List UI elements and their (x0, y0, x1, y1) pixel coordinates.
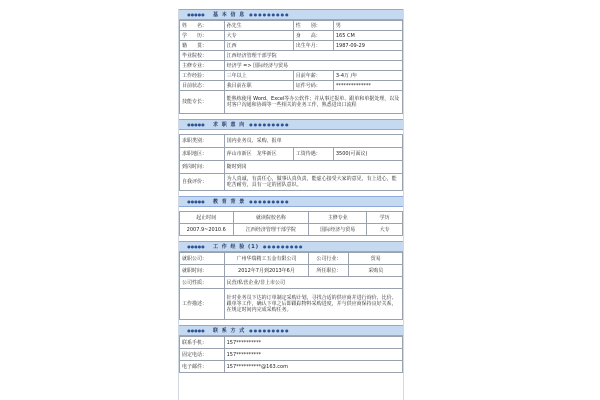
industry-label: 公司行业： (309, 253, 349, 265)
experience-label: 工作经验： (180, 71, 225, 81)
height-label: 身 高： (293, 31, 333, 41)
table-row (180, 61, 403, 71)
table-row (180, 31, 403, 41)
mobile-label: 联系手机： (180, 337, 225, 349)
header-decor-right: ●●●●●●●●● (263, 244, 304, 249)
table-row (180, 265, 403, 277)
description-label: 工作描述： (180, 289, 225, 320)
salary-label: 目前年薪： (293, 71, 333, 81)
gender-label: 性 别： (293, 21, 333, 31)
column-header: 学历 (367, 212, 403, 224)
description-value: 针对业务员下达的订单制定采购计划，寻找合适的供应商并进行询价、比价、跟单等工作，确认下单之后即跟踪物料采购进度，并与供应商保持良好关系，在规定时间内完成采购任务。 (224, 289, 402, 320)
self-eval-label: 自我评价： (180, 174, 225, 191)
school-label: 毕业院校： (180, 51, 225, 61)
company-label: 就职公司： (180, 253, 225, 265)
table-row (180, 21, 403, 31)
column-header: 主修专业 (309, 212, 367, 224)
resume-sheet (178, 9, 404, 400)
section-header-intent (179, 119, 403, 130)
section-header-basic (179, 9, 403, 20)
birth-label: 出生年月： (293, 41, 333, 51)
header-decor-right: ●●●●●●●●● (249, 12, 290, 17)
wage-label: 工资待遇： (293, 148, 333, 161)
section-header-contact (179, 325, 403, 336)
header-decor-right: ●●●●●●●●● (249, 122, 290, 127)
table-row (180, 41, 403, 51)
section-header-education (179, 196, 403, 207)
section-title: 基 本 信 息 (213, 12, 246, 18)
table-row (180, 253, 403, 265)
arrival-label: 到岗时间： (180, 161, 225, 174)
column-header: 就读院校名称 (233, 212, 309, 224)
id-value: ************** (333, 81, 402, 91)
salary-value: 3-4万 /年 (333, 71, 402, 81)
self-eval-value: 为人真诚，有责任心，做事认真负责，能虚心接受大家的意见，有上进心，能吃苦耐劳，具有一定的团队意识。 (224, 174, 402, 191)
table-row (180, 337, 403, 349)
category-label: 求职类别： (180, 135, 225, 148)
industry-value: 贸易 (349, 253, 403, 265)
header-decor-left: ●●●●● (187, 12, 205, 17)
skill-value: 能熟练使用 Word、Excel等办公软件；并从事过报单、跟单和单据处理，以及对客户沟通和协调等一些相关的业务工作，熟悉进出口流程 (224, 91, 402, 114)
nature-label: 公司性质： (180, 277, 225, 289)
table-row (180, 161, 403, 174)
position-label: 所任职位： (309, 265, 349, 277)
section-title: 联 系 方 式 (213, 328, 246, 334)
table-row (180, 91, 403, 114)
hometown-label: 籍 贯： (180, 41, 225, 51)
skill-label: 技能专长： (180, 91, 225, 114)
header-decor-right: ●●●●●●●●● (249, 328, 290, 333)
table-row (180, 51, 403, 61)
status-label: 目前状态： (180, 81, 225, 91)
name-label: 姓 名： (180, 21, 225, 31)
table-cell: 国际经济与贸易 (309, 224, 367, 236)
experience-value: 三年以上 (224, 71, 293, 81)
table-row (180, 224, 403, 236)
major-value: 经济学 => 国际经济与贸易 (224, 61, 402, 71)
table-row (180, 135, 403, 148)
period-value: 2012年7月到2013年6月 (224, 265, 309, 277)
table-cell: 江西经济管理干部学院 (233, 224, 309, 236)
table-row (180, 81, 403, 91)
major-label: 主修专业： (180, 61, 225, 71)
table-cell: 2007.9~2010.6 (180, 224, 234, 236)
table-row (180, 148, 403, 161)
nature-value: 民营/私营企业/非上市公司 (224, 277, 402, 289)
wage-value: 3500(可面议) (333, 148, 402, 161)
contact-table (179, 336, 403, 373)
section-header-work (179, 241, 403, 252)
header-decor-right: ●●●●●●●●● (249, 199, 290, 204)
education-label: 学 历： (180, 31, 225, 41)
column-header: 起止时间 (180, 212, 234, 224)
status-value: 我目前在职 (224, 81, 293, 91)
email-label: 电子邮件： (180, 361, 225, 373)
name-value: 孙先生 (224, 21, 293, 31)
header-decor-left: ●●●●● (187, 122, 205, 127)
height-value: 165 CM (333, 31, 402, 41)
landline-label: 固定电话： (180, 349, 225, 361)
section-title: 教 育 背 景 (213, 199, 246, 205)
table-cell: 大专 (367, 224, 403, 236)
table-row (180, 289, 403, 320)
gender-value: 男 (333, 21, 402, 31)
education-value: 大专 (224, 31, 293, 41)
table-row (180, 71, 403, 81)
region-label: 求职地区： (180, 148, 225, 161)
hometown-value: 江西 (224, 41, 293, 51)
section-title: 工 作 经 验 (1) (213, 244, 260, 250)
basic-info-table (179, 20, 403, 114)
email-value: 157**********@163.com (224, 361, 402, 373)
table-row (180, 174, 403, 191)
table-row (180, 361, 403, 373)
table-row (180, 277, 403, 289)
header-decor-left: ●●●●● (187, 328, 205, 333)
arrival-value: 随时到岗 (224, 161, 402, 174)
job-intent-table (179, 134, 403, 191)
table-row (180, 349, 403, 361)
header-decor-left: ●●●●● (187, 244, 205, 249)
position-value: 采购员 (349, 265, 403, 277)
id-label: 证件号码： (293, 81, 333, 91)
category-value: 国内业务员、采购、报单 (224, 135, 402, 148)
landline-value: 157********** (224, 349, 402, 361)
mobile-value: 157********** (224, 337, 402, 349)
table-header-row (180, 212, 403, 224)
education-table (179, 211, 403, 236)
section-title: 求 职 意 向 (213, 122, 246, 128)
work-experience-table (179, 252, 403, 320)
birth-value: 1987-09-29 (333, 41, 402, 51)
region-value: 萍山市新区 龙华新区 (224, 148, 293, 161)
header-decor-left: ●●●●● (187, 199, 205, 204)
company-value: 广州华瑞精工五金有限公司 (224, 253, 309, 265)
period-label: 就职时间： (180, 265, 225, 277)
school-value: 江西经济管理干部学院 (224, 51, 402, 61)
